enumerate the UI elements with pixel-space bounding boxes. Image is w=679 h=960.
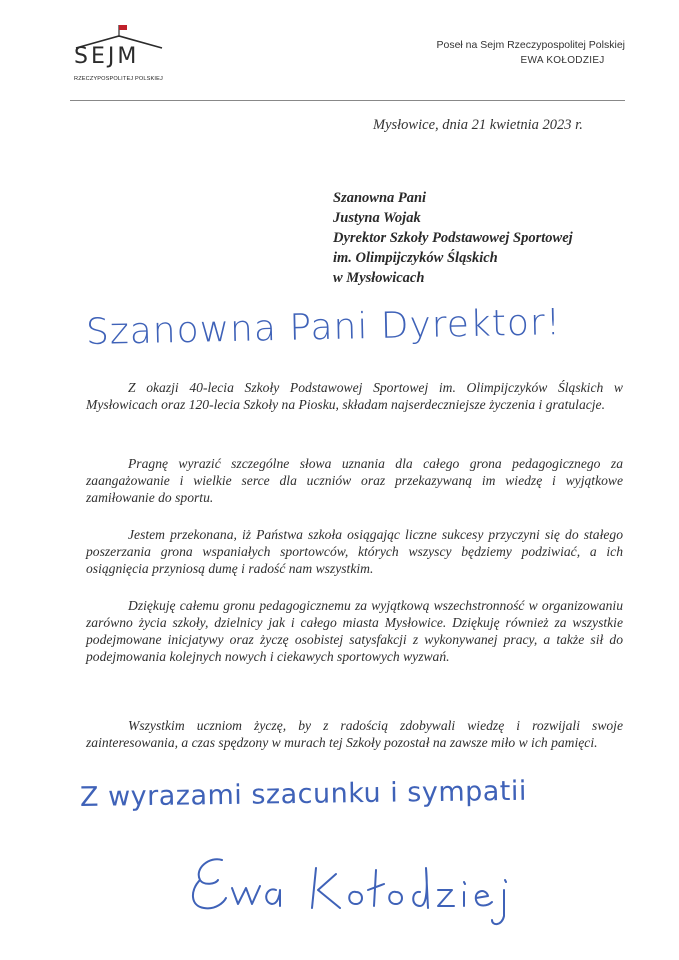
handwritten-signature xyxy=(180,828,580,938)
sejm-logo xyxy=(70,22,170,84)
body-paragraph: Dziękuję całemu gronu pedagogicznemu za wyjątkową wszechstronność w organizowaniu zarówno życia szkoły, dzielnicy jak i całego miasta Mysłowice. Dziękuję również za wszystkie podejmowane inicjatywy oraz życzę osobistej satysfakcji z wykonywanej pracy, a także sił do podejmowania kolejnych nowych i ciekawych sportowych wyzwań. xyxy=(86,598,623,664)
recipient-line: Dyrektor Szkoły Podstawowej Sportowej xyxy=(333,230,573,246)
handwritten-closing: Z wyrazami szacunku i sympatii xyxy=(79,775,528,813)
body-paragraph: Jestem przekonana, iż Państwa szkoła osiągając liczne sukcesy przyczyni się do stałego poszerzania grona wspaniałych sportowców, których wszyscy będziemy podziwiać, a ich osiągnięcia przyniosą dumę i radość nam wszystkim. xyxy=(86,527,623,576)
sender-title: Poseł na Sejm Rzeczypospolitej Polskiej xyxy=(436,39,625,51)
recipient-line: Szanowna Pani xyxy=(333,190,427,206)
recipient-line: Justyna Wojak xyxy=(333,210,421,226)
body-paragraph: Pragnę wyrazić szczególne słowa uznania dla całego grona pedagogicznego za zaangażowanie i wielkie serce dla uczniów oraz przekazywaną im wiedzę i wyjątkowe zamiłowanie do sportu. xyxy=(86,456,623,505)
date-line: Mysłowice, dnia 21 kwietnia 2023 r. xyxy=(373,117,583,133)
recipient-line: w Mysłowicach xyxy=(333,270,425,286)
body-paragraph: Wszystkim uczniom życzę, by z radością zdobywali wiedzę i rozwijali swoje zainteresowania, a czas spędzony w murach tej Szkoły pozostał na zawsze miło w ich pamięci. xyxy=(86,718,623,750)
handwritten-salutation: Szanowna Pani Dyrektor! xyxy=(85,302,562,353)
logo-word: SEJM xyxy=(74,44,140,69)
sender-block xyxy=(436,37,625,69)
sender-name: EWA KOŁODZIEJ xyxy=(520,55,605,66)
body-paragraph: Z okazji 40-lecia Szkoły Podstawowej Sportowej im. Olimpijczyków Śląskich w Mysłowicach oraz 120-lecia Szkoły na Piosku, składam najserdeczniejsze życzenia i gratulacje. xyxy=(86,380,623,412)
logo-subtitle: RZECZYPOSPOLITEJ POLSKIEJ xyxy=(74,76,163,82)
recipient-block xyxy=(333,188,573,288)
header-divider xyxy=(70,100,625,101)
recipient-line: im. Olimpijczyków Śląskich xyxy=(333,250,498,266)
